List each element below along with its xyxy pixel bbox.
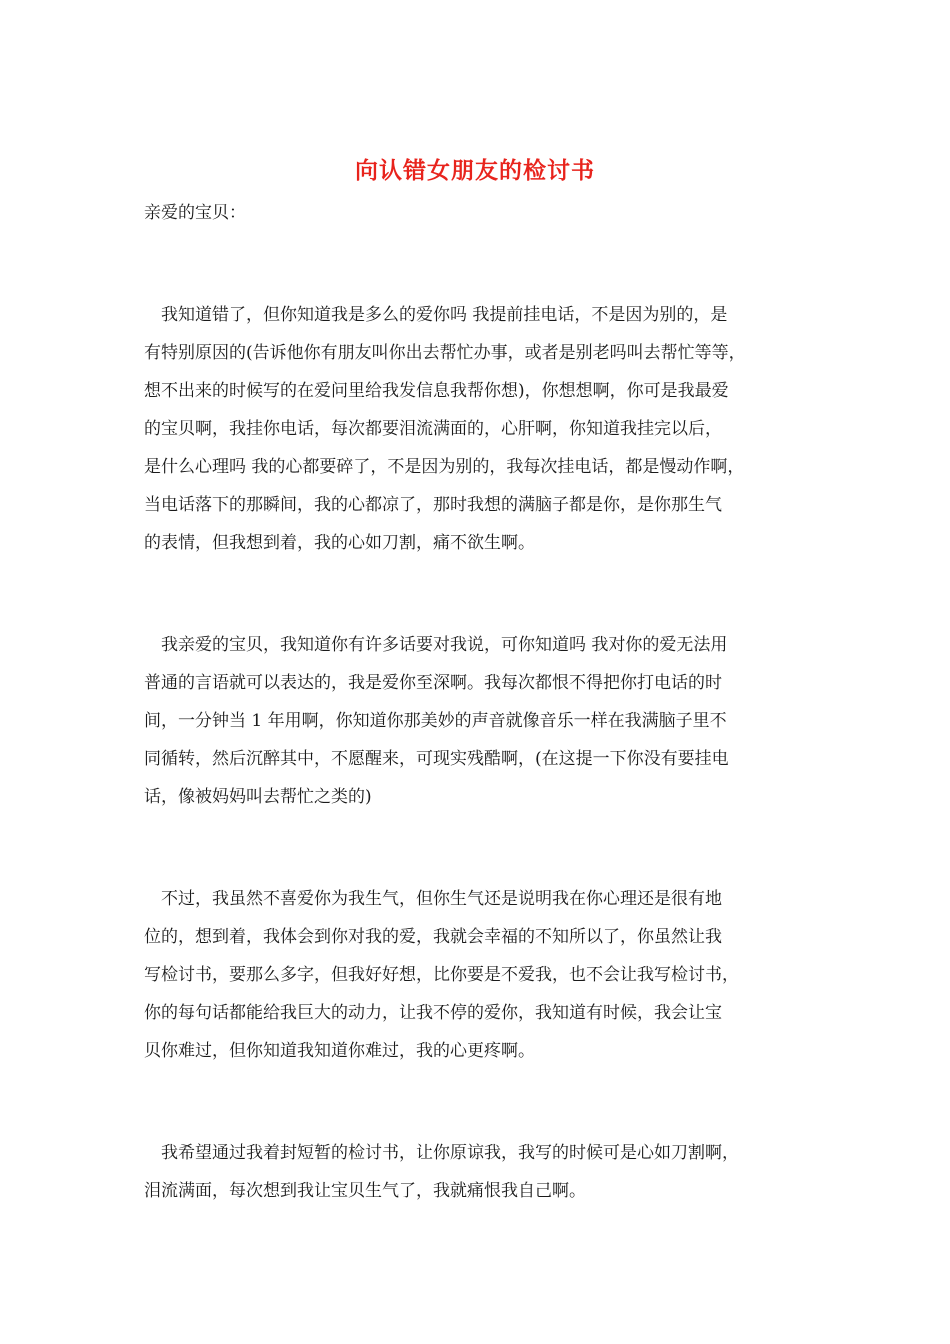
paragraph-2 — [144, 626, 824, 816]
paragraph-line: 我知道错了，但你知道我是多么的爱你吗 我提前挂电话，不是因为别的，是 — [144, 305, 728, 325]
paragraph-line: 泪流满面，每次想到我让宝贝生气了，我就痛恨我自己啊。 — [144, 1181, 586, 1201]
paragraph-line: 你的每句话都能给我巨大的动力，让我不停的爱你，我知道有时候，我会让宝 — [144, 1003, 722, 1023]
paragraph-line: 位的，想到着，我体会到你对我的爱，我就会幸福的不知所以了，你虽然让我 — [144, 927, 722, 947]
paragraph-line: 间，一分钟当 1 年用啊，你知道你那美妙的声音就像音乐一样在我满脑子里不 — [144, 711, 727, 731]
paragraph-line: 的宝贝啊，我挂你电话，每次都要泪流满面的，心肝啊，你知道我挂完以后， — [144, 419, 722, 439]
paragraph-line: 是什么心理吗 我的心都要碎了，不是因为别的，我每次挂电话，都是慢动作啊， — [144, 457, 745, 477]
paragraph-line: 普通的言语就可以表达的，我是爱你至深啊。我每次都恨不得把你打电话的时 — [144, 673, 722, 693]
paragraph-line: 同循转，然后沉醉其中，不愿醒来，可现实残酷啊，(在这提一下你没有要挂电 — [144, 749, 729, 769]
paragraph-line: 有特别原因的(告诉他你有朋友叫你出去帮忙办事，或者是别老吗叫去帮忙等等， — [144, 343, 746, 363]
paragraph-1 — [144, 296, 824, 562]
document-title: 向认错女朋友的检讨书 — [355, 157, 595, 184]
paragraph-line: 写检讨书，要那么多字，但我好好想，比你要是不爱我，也不会让我写检讨书， — [144, 965, 739, 985]
paragraph-line: 当电话落下的那瞬间，我的心都凉了，那时我想的满脑子都是你，是你那生气 — [144, 495, 722, 515]
paragraph-line: 想不出来的时候写的在爱问里给我发信息我帮你想)，你想想啊，你可是我最爱 — [144, 381, 729, 401]
paragraph-line: 我希望通过我着封短暂的检讨书，让你原谅我，我写的时候可是心如刀割啊， — [144, 1143, 739, 1163]
paragraph-4 — [144, 1134, 824, 1210]
paragraph-line: 话，像被妈妈叫去帮忙之类的) — [144, 787, 372, 807]
paragraph-line: 我亲爱的宝贝，我知道你有许多话要对我说，可你知道吗 我对你的爱无法用 — [144, 635, 728, 655]
paragraph-line: 不过，我虽然不喜爱你为我生气，但你生气还是说明我在你心理还是很有地 — [144, 889, 722, 909]
paragraph-3 — [144, 880, 824, 1070]
paragraph-line: 贝你难过，但你知道我知道你难过，我的心更疼啊。 — [144, 1041, 535, 1061]
paragraph-line: 的表情，但我想到着，我的心如刀割，痛不欲生啊。 — [144, 533, 535, 553]
salutation: 亲爱的宝贝： — [144, 203, 246, 223]
